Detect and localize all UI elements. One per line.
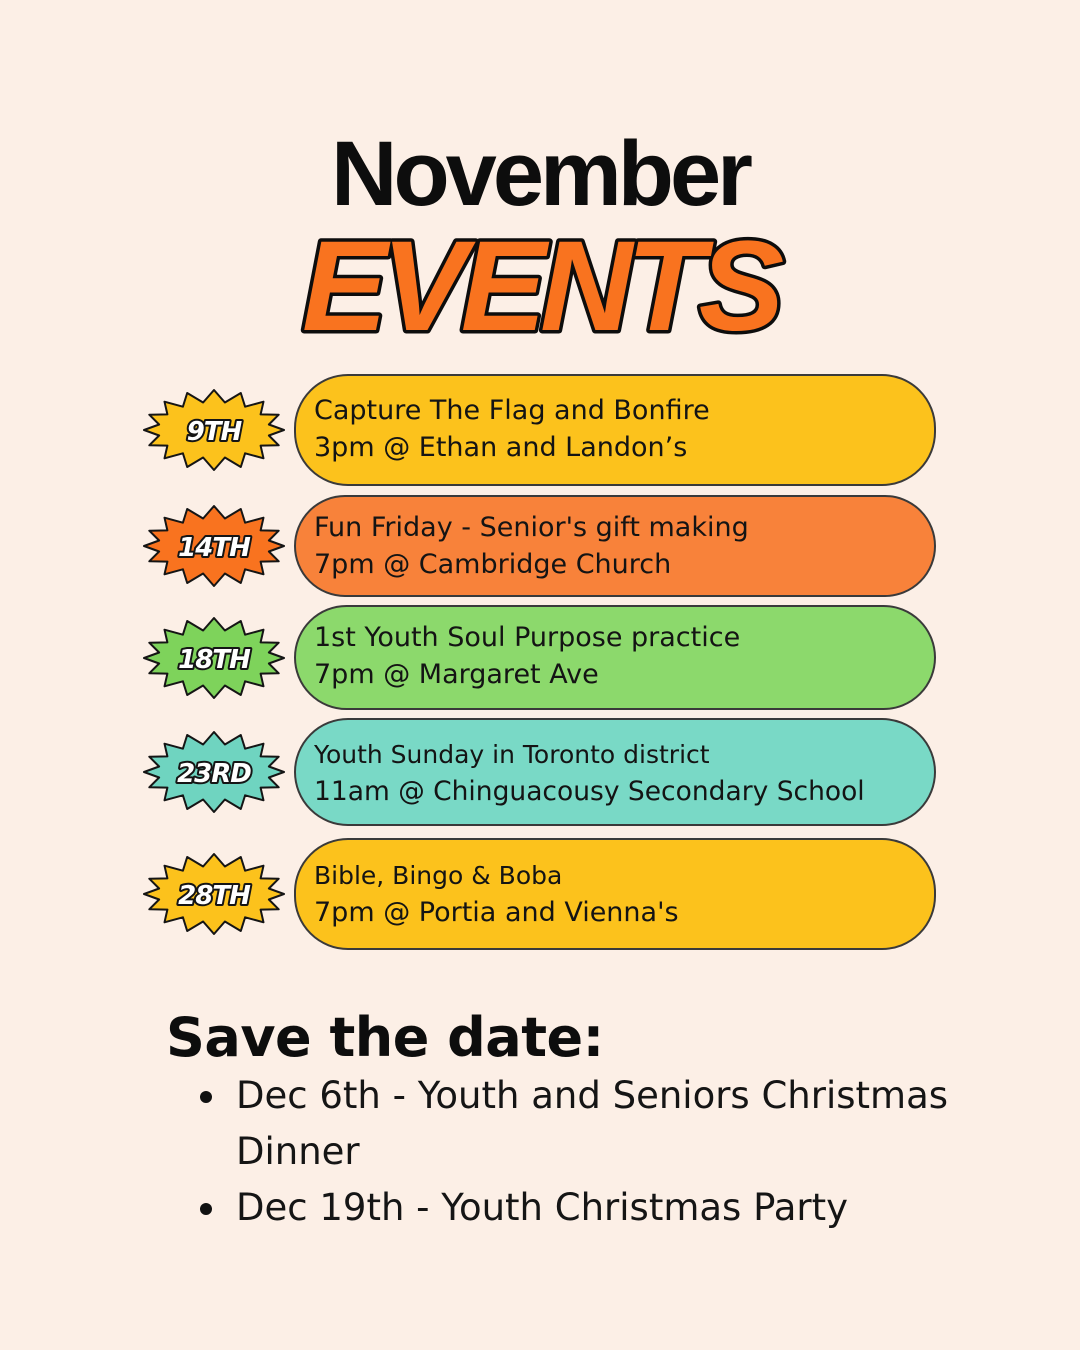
date-badge-label: 14TH bbox=[178, 533, 250, 563]
event-row bbox=[140, 605, 940, 710]
event-pill bbox=[294, 838, 936, 950]
event-pill bbox=[294, 605, 936, 710]
list-item bbox=[196, 1180, 956, 1236]
bullet-icon bbox=[200, 1091, 212, 1103]
event-pill bbox=[294, 718, 936, 826]
event-title: Fun Friday - Senior's gift making bbox=[314, 512, 749, 543]
date-badge bbox=[140, 730, 288, 814]
events-heading bbox=[0, 222, 1080, 352]
date-badge-label: 28TH bbox=[178, 881, 250, 911]
starburst-icon bbox=[140, 852, 288, 936]
save-the-date-list bbox=[196, 1068, 956, 1236]
date-badge bbox=[140, 852, 288, 936]
list-item-text: Dec 19th - Youth Christmas Party bbox=[236, 1186, 849, 1229]
event-details: 7pm @ Portia and Vienna's bbox=[314, 897, 679, 928]
date-badge bbox=[140, 388, 288, 472]
starburst-icon bbox=[140, 616, 288, 700]
event-title: 1st Youth Soul Purpose practice bbox=[314, 622, 741, 653]
events-wordart bbox=[0, 222, 1080, 352]
starburst-icon bbox=[140, 730, 288, 814]
date-badge-label: 18TH bbox=[178, 644, 250, 675]
date-badge bbox=[140, 616, 288, 700]
event-row bbox=[140, 838, 940, 950]
list-item bbox=[196, 1068, 956, 1180]
event-details: 11am @ Chinguacousy Secondary School bbox=[314, 776, 865, 807]
date-badge-label: 23RD bbox=[177, 759, 251, 789]
bullet-icon bbox=[200, 1203, 212, 1215]
starburst-icon bbox=[140, 388, 288, 472]
event-row bbox=[140, 718, 940, 826]
event-details: 7pm @ Cambridge Church bbox=[314, 549, 672, 580]
event-row bbox=[140, 374, 940, 486]
date-badge-label: 9TH bbox=[186, 417, 242, 447]
event-row bbox=[140, 495, 940, 597]
event-title: Youth Sunday in Toronto district bbox=[314, 740, 710, 769]
list-item-text: Dec 6th - Youth and Seniors Christmas Dinner bbox=[236, 1074, 949, 1173]
starburst-icon bbox=[140, 504, 288, 588]
events-word-text: EVENTS bbox=[301, 222, 779, 352]
page-title: November bbox=[331, 123, 749, 225]
save-the-date-heading: Save the date: bbox=[166, 1006, 604, 1069]
event-details: 7pm @ Margaret Ave bbox=[314, 659, 599, 690]
event-pill bbox=[294, 495, 936, 597]
event-pill bbox=[294, 374, 936, 486]
event-title: Bible, Bingo & Boba bbox=[314, 861, 563, 890]
event-title: Capture The Flag and Bonfire bbox=[314, 395, 710, 426]
date-badge bbox=[140, 504, 288, 588]
event-details: 3pm @ Ethan and Landon’s bbox=[314, 432, 688, 463]
